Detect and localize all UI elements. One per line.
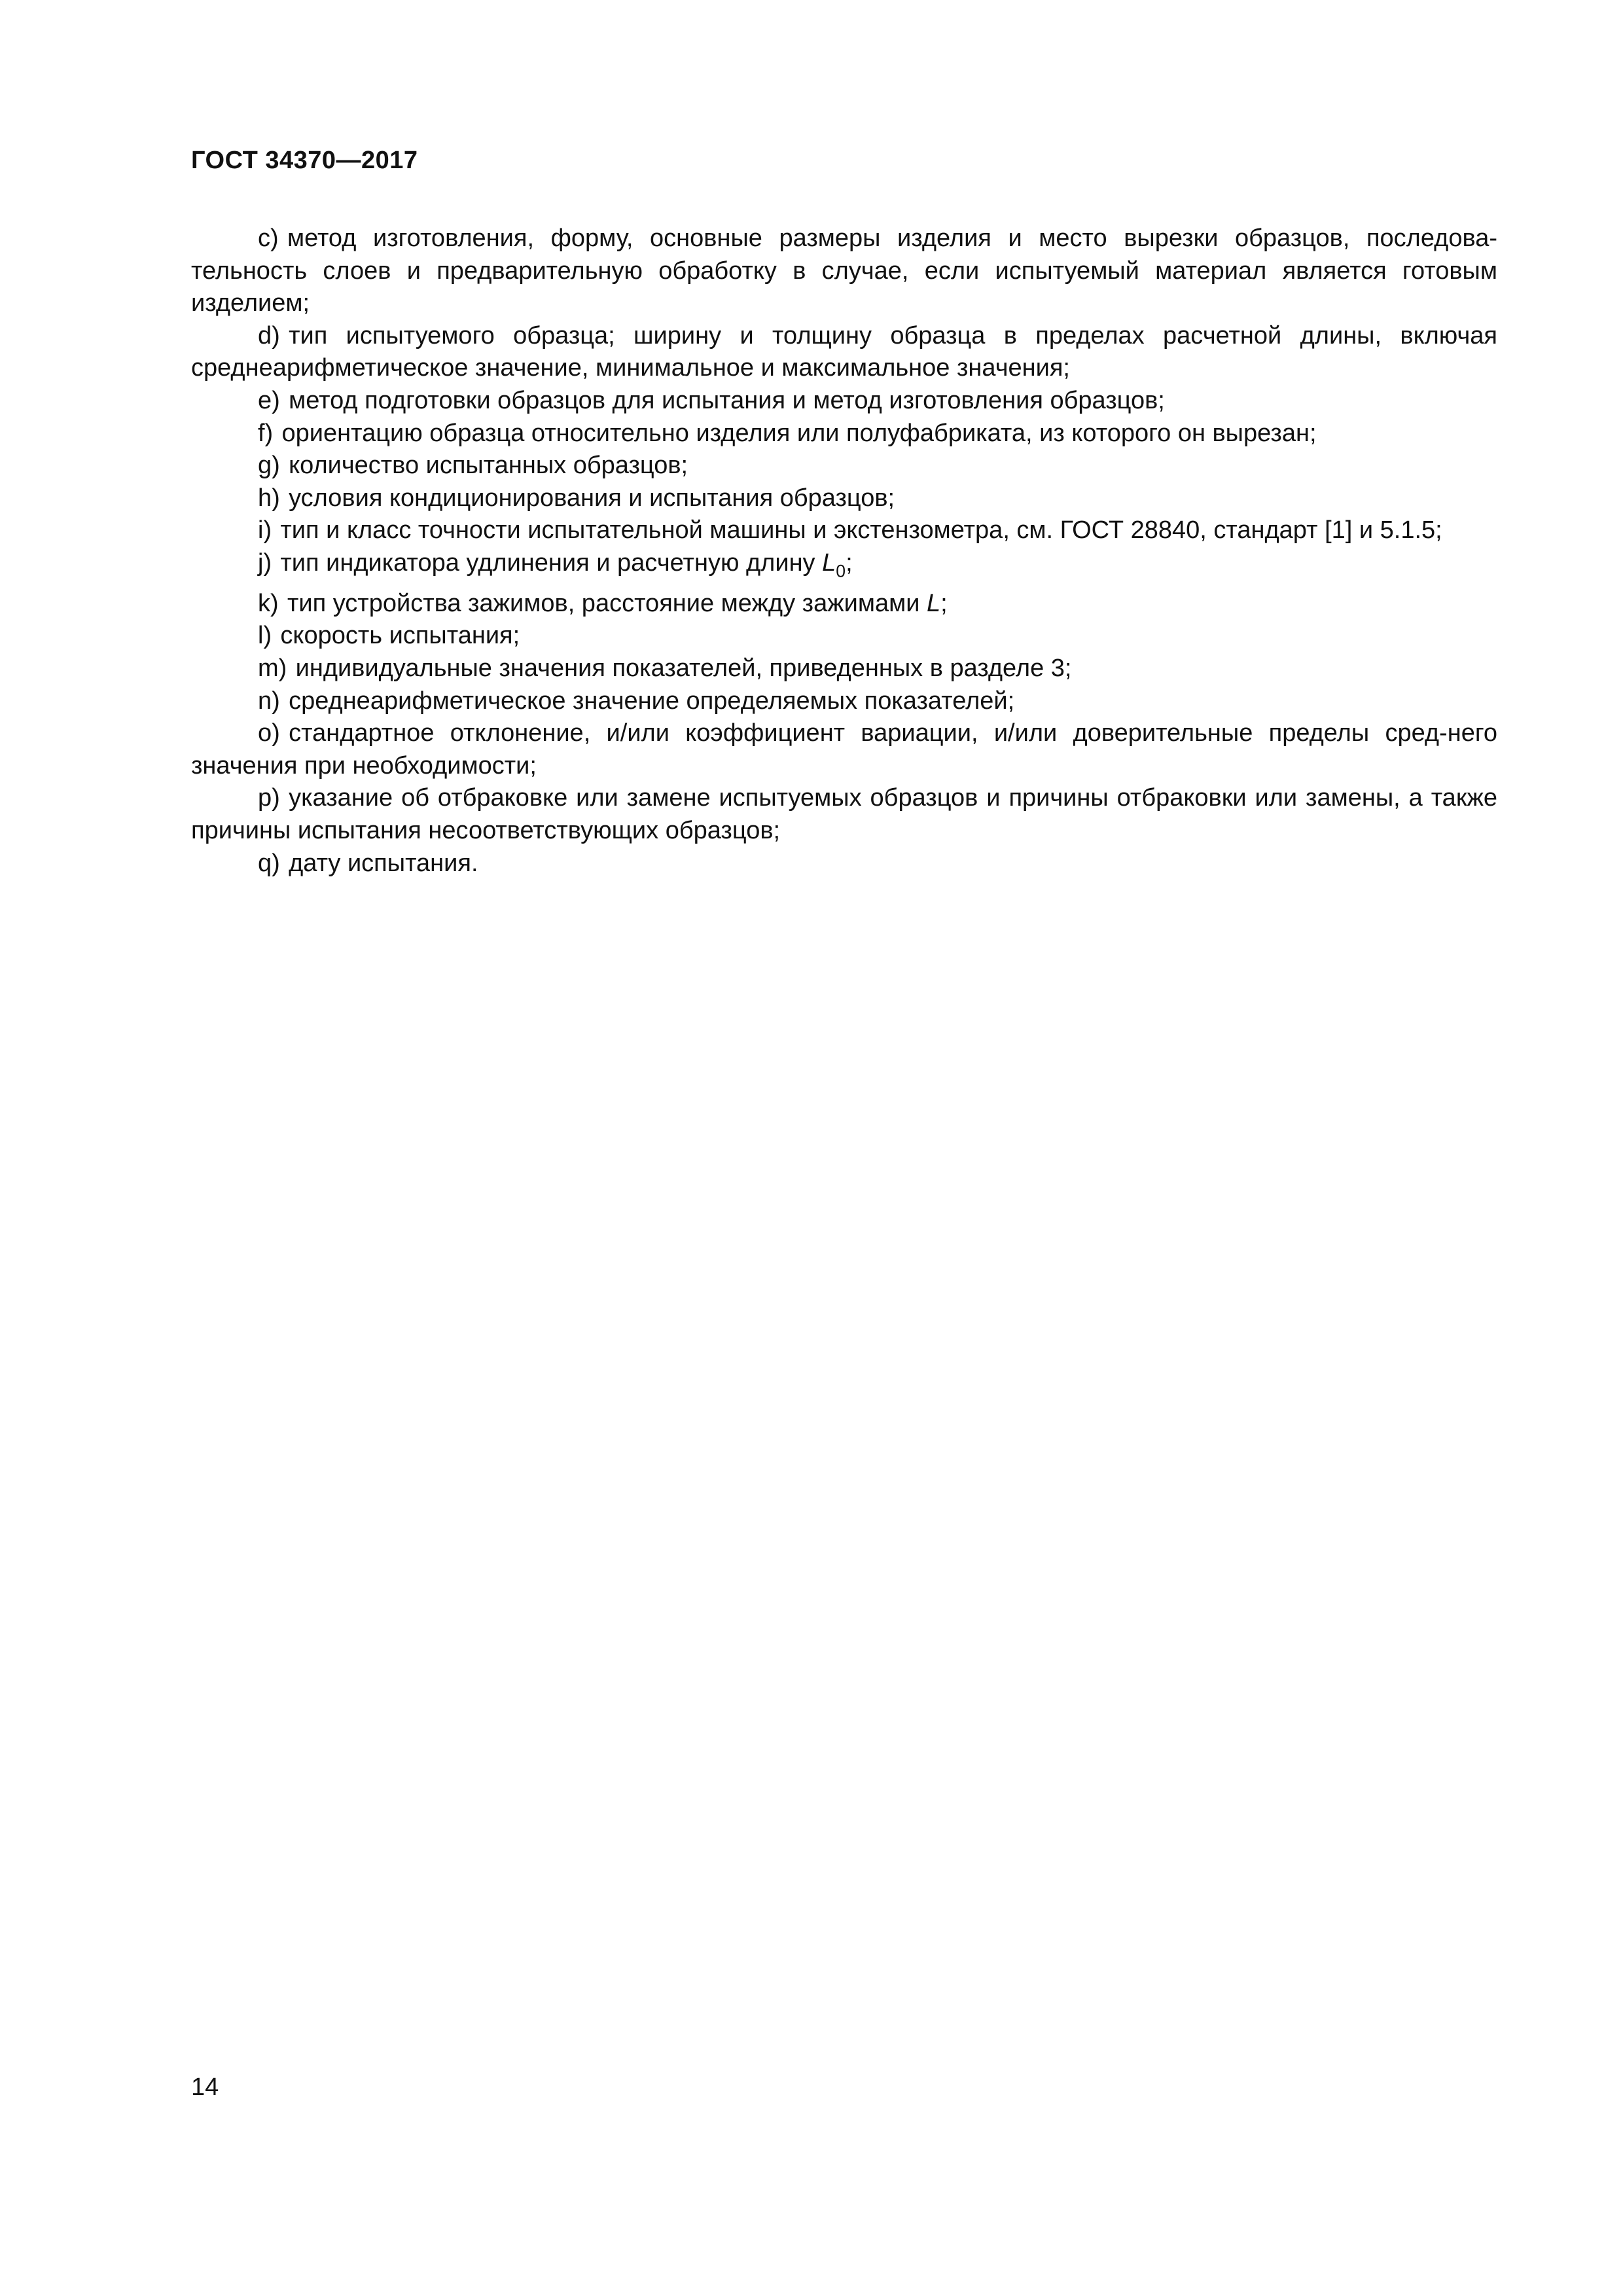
- list-item-e: [191, 385, 1497, 418]
- item-tail: ;: [846, 548, 853, 577]
- item-text: тип испытуемого образца; ширину и толщину образца в пределах расчетной длины, включая среднеарифметическое значение, минимальное и максимальное значения;: [191, 321, 1497, 382]
- list-item-g: [191, 450, 1497, 482]
- item-text: указание об отбраковке или замене испытуемых образцов и причины отбраковки или замены, а также причины испытания несоответствующих образцов;: [191, 784, 1497, 844]
- list-item-k: [191, 588, 1497, 620]
- item-label: e): [258, 386, 280, 414]
- item-label: n): [258, 687, 280, 715]
- list-item-i: [191, 514, 1497, 547]
- item-text: ориентацию образца относительно изделия или полуфабриката, из которого он вырезан;: [281, 419, 1317, 447]
- item-label: i): [258, 516, 272, 545]
- gauge-length-subscript: 0: [836, 561, 846, 581]
- item-label: q): [258, 849, 280, 877]
- item-text: количество испытанных образцов;: [289, 452, 688, 480]
- list-item-q: [191, 848, 1497, 880]
- item-tail: ;: [940, 589, 948, 617]
- list-item-h: [191, 482, 1497, 515]
- item-label: h): [258, 484, 280, 512]
- item-label: k): [258, 589, 279, 617]
- item-text: стандартное отклонение, и/или коэффициент вариации, и/или доверительные пределы сред-него значения при необходимости;: [191, 719, 1497, 780]
- list-item-p: [191, 782, 1497, 847]
- item-label: g): [258, 452, 280, 480]
- item-text: метод изготовления, форму, основные размеры изделия и место вырезки образцов, последова-тельность слоев и предварительную обработку в случае, если испытуемый материал является готовым изделием;: [191, 224, 1497, 317]
- item-text: индивидуальные значения показателей, приведенных в разделе 3;: [295, 655, 1072, 683]
- item-label: f): [258, 419, 274, 447]
- list-item-f: [191, 418, 1497, 450]
- item-label: d): [258, 321, 280, 350]
- item-label: o): [258, 719, 280, 747]
- item-label: m): [258, 655, 287, 683]
- item-text: условия кондиционирования и испытания образцов;: [289, 484, 895, 512]
- item-text: тип индикатора удлинения и расчетную длину: [280, 548, 815, 577]
- item-label: j): [258, 548, 272, 577]
- item-text: среднеарифметическое значение определяемых показателей;: [289, 687, 1015, 715]
- item-text: тип и класс точности испытательной машины и экстензометра, см. ГОСТ 28840, стандарт [1] и 5.1.5;: [280, 516, 1442, 545]
- item-label: c): [258, 224, 279, 252]
- page-number: 14: [191, 2073, 219, 2101]
- list-item-o: [191, 717, 1497, 782]
- item-label: p): [258, 784, 280, 812]
- grip-distance-symbol: L: [927, 589, 941, 617]
- item-label: l): [258, 622, 272, 650]
- list-item-j: [191, 547, 1497, 588]
- list-item-l: [191, 620, 1497, 653]
- document-header: ГОСТ 34370—2017: [191, 147, 418, 174]
- list-item-c: [191, 223, 1497, 320]
- report-items-list: [191, 223, 1497, 880]
- list-item-n: [191, 685, 1497, 718]
- list-item-d: [191, 320, 1497, 385]
- list-item-m: [191, 653, 1497, 685]
- item-text: скорость испытания;: [280, 622, 520, 650]
- item-text: дату испытания.: [289, 849, 478, 877]
- item-text: метод подготовки образцов для испытания и метод изготовления образцов;: [289, 386, 1165, 414]
- gauge-length-symbol: L: [822, 548, 836, 577]
- item-text: тип устройства зажимов, расстояние между зажимами: [287, 589, 920, 617]
